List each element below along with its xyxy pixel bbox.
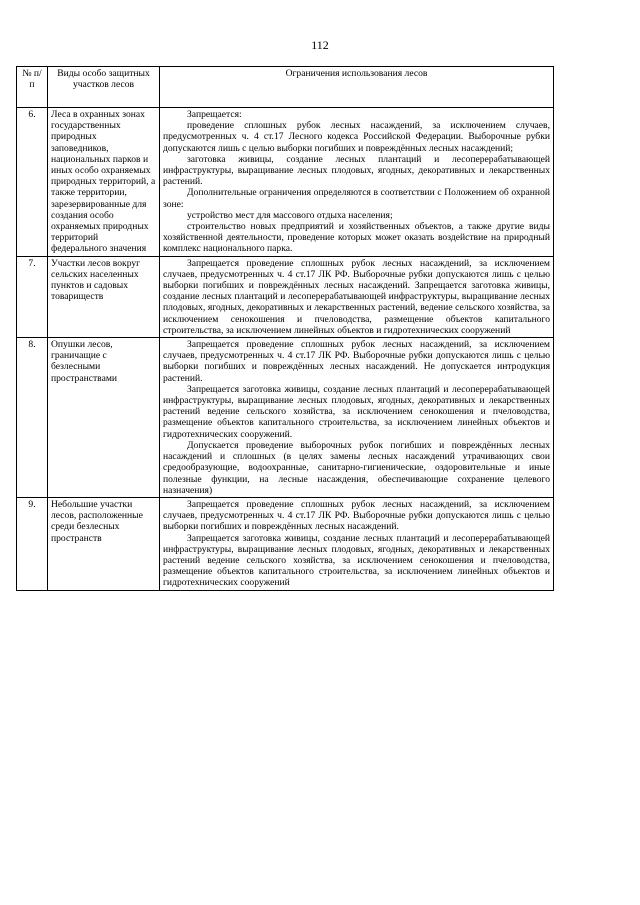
header-forest-type: Виды особо защитных участков лесов bbox=[48, 67, 160, 108]
forest-type-cell: Опушки лесов, граничащие с безлесными пространствами bbox=[48, 338, 160, 498]
table-header-row bbox=[17, 67, 554, 108]
header-restrictions: Ограничения использования лесов bbox=[160, 67, 554, 108]
restriction-paragraph: Запрещается проведение сплошных рубок лесных насаждений, за исключением случаев, предусмотренных ч. 4 ст.17 ЛК РФ. Выборочные рубки допускаются лишь с целью выборки погибших и повреждённых лесных насаждений. Не допускается интродукция растений. bbox=[163, 339, 550, 384]
table-row bbox=[17, 108, 554, 257]
restriction-paragraph: Запрещается проведение сплошных рубок лесных насаждений, за исключением случаев, предусмотренных ч. 4 ст.17 ЛК РФ. Выборочные рубки допускаются лишь с целью выборки погибших и повреждённых лесных насаждений. bbox=[163, 498, 550, 533]
row-number: 6. bbox=[17, 108, 48, 257]
table-row bbox=[17, 256, 554, 337]
forest-type-cell: Участки лесов вокруг сельских населенных пунктов и садовых товариществ bbox=[48, 256, 160, 337]
restrictions-cell bbox=[160, 338, 554, 498]
header-number: № п/п bbox=[17, 67, 48, 108]
restriction-paragraph: Запрещается: bbox=[187, 109, 242, 120]
restriction-paragraph: Запрещается заготовка живицы, создание лесных плантаций и лесоперерабатывающей инфраструктуры, выращивание лесных плодовых, ягодных, декоративных и лекарственных растений ведение сельского хозяйства, за исключением сенокошения и пчеловодства, размещение объектов капитального строительства, за исключением линейных объектов и гидротехнических сооружений. bbox=[163, 383, 550, 440]
row-number: 9. bbox=[17, 497, 48, 590]
page-number: 112 bbox=[311, 38, 329, 52]
restriction-paragraph: устройство мест для массового отдыха населения; bbox=[187, 209, 393, 221]
row-number: 8. bbox=[17, 338, 48, 498]
restriction-paragraph: строительство новых предприятий и хозяйственных объектов, а также другие виды хозяйственной деятельности, проведение которых может оказать воздействие на природный комплекс национального парка. bbox=[163, 221, 550, 255]
restriction-paragraph: Дополнительные ограничения определяются в соответствии с Положением об охранной зоне: bbox=[163, 187, 550, 210]
restriction-paragraph: Запрещается проведение сплошных рубок лесных насаждений, за исключением случаев, предусмотренных ч. 4 ст.17 ЛК РФ. Выборочные рубки допускаются лишь с целью выборки погибших и повреждённых лесных насаждений. Запрещается заготовка живицы, создание лесных плантаций и лесоперерабатывающей инфраструктуры, выращивание лесных плодовых, ягодных, декоративных и лекарственных растений, ведение сельского хозяйства, за исключением сенокошения и пчеловодства, размещение объектов капитального строительства, за исключением линейных объектов и гидротехнических сооружений bbox=[163, 257, 550, 336]
row-number: 7. bbox=[17, 256, 48, 337]
restrictions-cell bbox=[160, 497, 554, 590]
restriction-paragraph: Допускается проведение выборочных рубок погибших и повреждённых лесных насаждений и сплошных (в целях замены лесных насаждений утрачивающих свои средообразующие, водоохранные, санитарно-гигиенические, оздоровительные и иные полезные функции, на лесные насаждения, обеспечивающие сохранение целевого назначения) bbox=[163, 439, 550, 496]
forest-type-cell: Леса в охранных зонах государственных природных заповедников, национальных парков и иных особо охраняемых природных территорий, а также территории, зарезервированные для создания особо охраняемых природных территорий федерального значения bbox=[48, 108, 160, 257]
restrictions-table bbox=[16, 66, 554, 591]
restrictions-cell bbox=[160, 256, 554, 337]
table-row bbox=[17, 338, 554, 498]
restriction-paragraph: заготовка живицы, создание лесных плантаций и лесоперерабатывающей инфраструктуры, выращивание лесных плодовых, ягодных, декоративных и лекарственных растений. bbox=[163, 153, 550, 188]
restriction-paragraph: Запрещается заготовка живицы, создание лесных плантаций и лесоперерабатывающей инфраструктуры, выращивание лесных плодовых, ягодных, декоративных и лекарственных растений ведение сельского хозяйства, за исключением сенокошения и пчеловодства, размещение объектов капитального строительства, за исключением линейных объектов и гидротехнических сооружений bbox=[163, 532, 550, 589]
restriction-paragraph: проведение сплошных рубок лесных насаждений, за исключением случаев, предусмотренных ч. 4 ст.17 Лесного кодекса Российской Федерации. Выборочные рубки допускаются лишь с целью выборки погибших и повреждённых лесных насаждений; bbox=[163, 120, 550, 154]
restrictions-cell bbox=[160, 108, 554, 257]
table-row bbox=[17, 497, 554, 590]
forest-type-cell: Небольшие участки лесов, расположенные среди безлесных пространств bbox=[48, 497, 160, 590]
